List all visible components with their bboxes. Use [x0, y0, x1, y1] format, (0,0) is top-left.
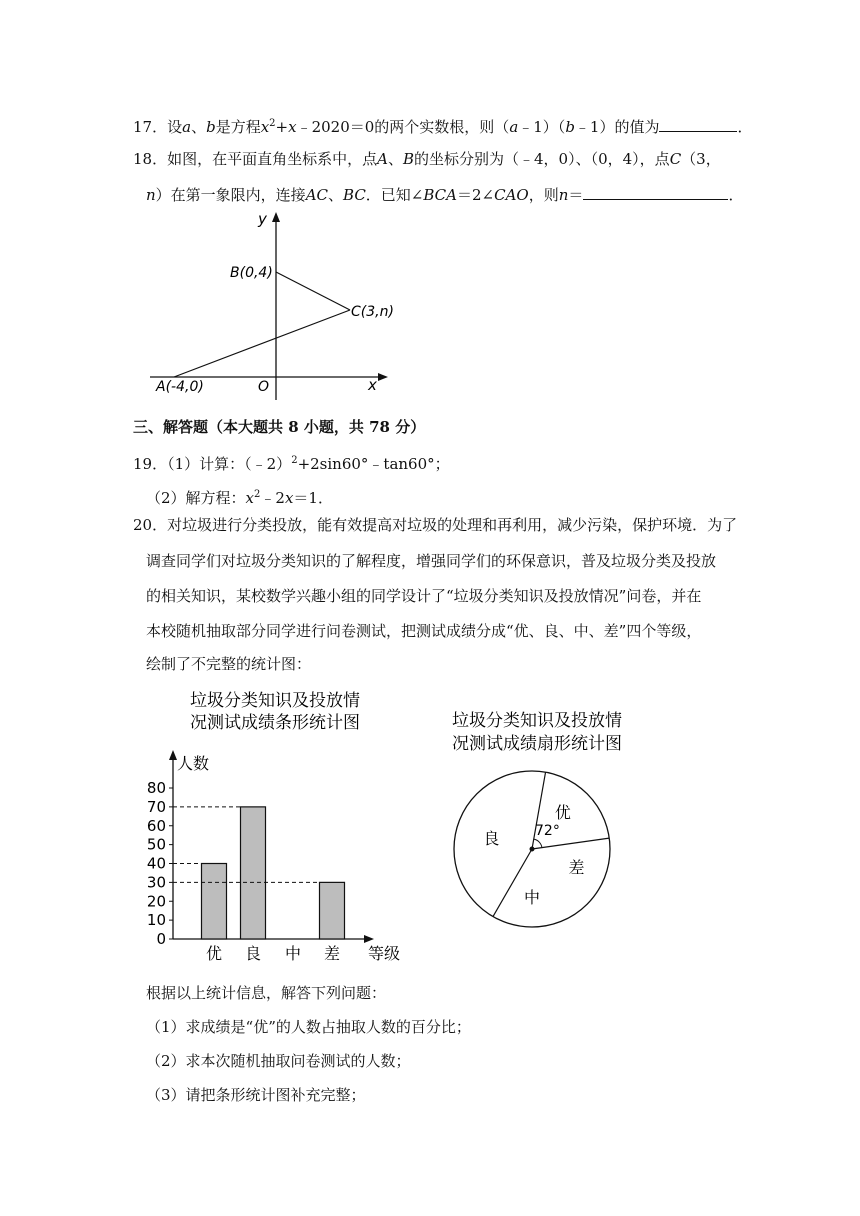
question-19-part-1: 19．（1）计算：（﹣2）$^2$+2sin60°﹣tan60°；: [133, 455, 450, 473]
question-20-sub-3: （3）请把条形统计图补充完整；: [146, 1086, 366, 1104]
label-origin: O: [258, 379, 270, 395]
bar-y-tick-label: 30: [146, 873, 166, 892]
pie-slice-label: 良: [483, 829, 500, 849]
answer-blank-17[interactable]: [659, 117, 737, 132]
question-18-line-1: 18．如图，在平面直角坐标系中，点A、B的坐标分别为（﹣4，0）、（0，4），点C（3，: [133, 150, 721, 168]
question-20-line-5: 绘制了不完整的统计图：: [146, 655, 312, 673]
label-point-C: C(3,n): [351, 304, 394, 320]
question-20-line-1: 20．对垃圾进行分类投放，能有效提高对垃圾的处理和再利用，减少污染，保护环境．为了: [133, 516, 738, 534]
pie-slice-label: 中: [523, 888, 541, 907]
bar-y-tick-label: 10: [146, 911, 166, 930]
bar-category-label: 差: [323, 944, 341, 963]
question-17: 17．设a、b是方程$x^2+x﹣2020=0$的两个实数根，则（a﹣1）（b﹣1）的值为 ．: [133, 118, 753, 136]
bar-2: [241, 807, 266, 939]
bar-category-label: 中: [284, 944, 302, 963]
label-point-A: A(-4,0): [156, 379, 204, 395]
bar-chart-title-line-2: 况测试成绩条形统计图: [190, 713, 360, 733]
x-axis-arrow: [378, 373, 388, 381]
question-20-line-2: 调查同学们对垃圾分类知识的了解程度，增强同学们的环保意识，普及垃圾分类及投放: [146, 552, 717, 570]
bar-x-axis-label: 等级: [368, 944, 401, 963]
bar-y-tick-label: 0: [156, 930, 166, 948]
segment-BC: [276, 272, 350, 310]
bar-y-axis-arrow: [169, 750, 177, 760]
answer-blank-18[interactable]: [583, 185, 728, 200]
bar-y-tick-label: 80: [146, 779, 166, 797]
pie-slice-label: 差: [568, 857, 585, 877]
bar-y-tick-label: 20: [146, 892, 166, 911]
question-20-line-3: 的相关知识，某校数学兴趣小组的同学设计了“垃圾分类知识及投放情况”问卷，并在: [146, 587, 702, 605]
bar-x-axis-arrow: [364, 935, 374, 943]
question-20-sub-2: （2）求本次随机抽取问卷测试的人数；: [146, 1052, 411, 1070]
label-y: y: [258, 210, 267, 228]
pie-chart-title-line-2: 况测试成绩扇形统计图: [452, 734, 622, 754]
question-18-line-2: n）在第一象限内，连接AC、BC．已知∠BCA＝2∠CAO，则n＝ ．: [146, 186, 744, 204]
pie-angle-label: 72°: [535, 823, 560, 839]
pie-slice-label: 优: [554, 803, 571, 823]
segment-AC: [174, 310, 350, 377]
pie-chart-title-line-1: 垃圾分类知识及投放情: [452, 711, 622, 731]
label-x: x: [368, 376, 377, 394]
question-20-line-4: 本校随机抽取部分同学进行问卷测试，把测试成绩分成“优、良、中、差”四个等级，: [146, 622, 702, 640]
question-19-part-2: （2）解方程：$x^2﹣2x=1$．: [146, 489, 333, 507]
label-point-B: B(0,4): [230, 265, 273, 281]
bar-chart: [140, 680, 420, 970]
bar-category-label: 优: [205, 944, 223, 963]
question-20-sub-1: （1）求成绩是“优”的人数占抽取人数的百分比；: [146, 1018, 471, 1036]
question-20-instruction: 根据以上统计信息，解答下列问题：: [146, 984, 387, 1002]
y-axis-arrow: [272, 212, 280, 222]
bar-y-tick-label: 50: [146, 835, 166, 854]
pie-center-dot: [530, 847, 535, 852]
bar-y-tick-label: 40: [146, 854, 166, 873]
section-3-heading: 三、解答题（本大题共 8 小题，共 78 分）: [133, 418, 426, 436]
pie-chart: [440, 700, 630, 940]
bar-1: [202, 864, 227, 940]
figure-18-coordinate-diagram: [140, 210, 400, 400]
bar-y-tick-label: 60: [146, 816, 166, 835]
bar-y-tick-label: 70: [146, 797, 166, 816]
bar-4: [320, 882, 345, 939]
bar-chart-title-line-1: 垃圾分类知识及投放情: [190, 691, 360, 711]
bar-category-label: 良: [244, 944, 262, 963]
bar-y-axis-label: 人数: [177, 754, 210, 773]
